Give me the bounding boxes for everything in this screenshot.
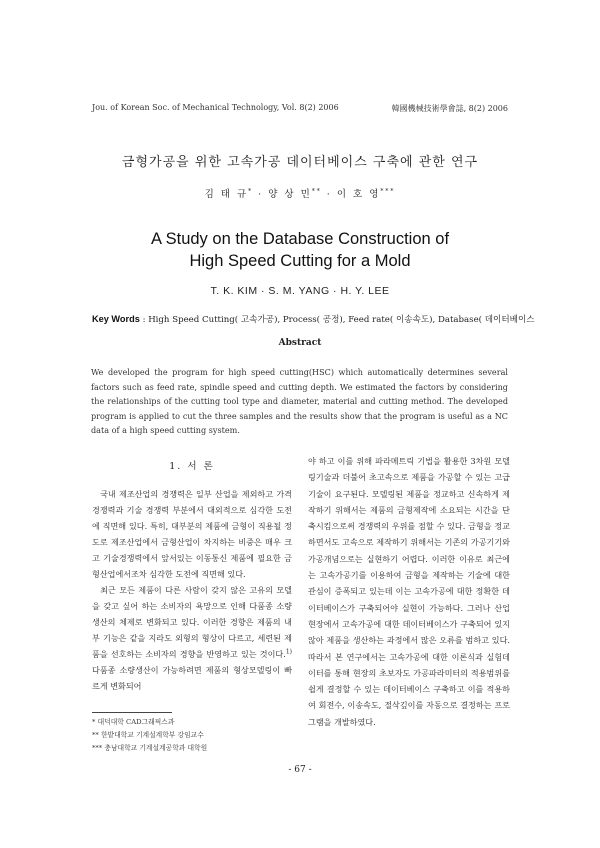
korean-author-name: 김 태 규: [204, 189, 249, 200]
footnote-mark: *: [92, 718, 96, 726]
english-authors: T. K. KIM · S. M. YANG · H. Y. LEE: [210, 285, 390, 297]
footnote: [92, 729, 292, 742]
paragraph-text-end: 다품종 소량생산이 가능하려면 제품의 형상모델링이 빠르게 변화되어: [92, 665, 292, 691]
footnote: [92, 742, 292, 755]
paragraph: 야 하고 이를 위해 파라메트릭 기법을 활용한 3차원 모델링기술과 더불어 초고속으로 제품을 가공할 수 있는 고급기술이 요구된다. 모델링된 제품을 정교하고 신속하게 제작하기 위해서는 제품의 금형제작에 소요되는 시간을 단축시킴으로써 경쟁력의 우위를 점할 수 있다. 금형을 정교하면서도 고속으로 제작하기 위해서는 기존의 가공기기와 가공개념으로는 실현하기 어렵다. 이러한 이유로 최근에는 고속가공기를 이용하여 금형을 제작하는 기술에 대한 관심이 증폭되고 있는데 이는 고속가공에 대한 정확한 데이터베이스가 구축되어야 실현이 가능하다. 그러나 산업현장에서 고속가공에 대한 데이터베이스가 구축되어 있지 않아 제품을 생산하는 과정에서 많은 오류를 범하고 있다. 따라서 본 연구에서는 고속가공에 대한 이론식과 실험데이터를 통해 현장의 초보자도 가공파라미터의 적용범위를 쉽게 결정할 수 있는 데이터베이스 구축하고 이를 적용하여 회전수, 이송속도, 절삭깊이를 자동으로 결정하는 프로그램을 개발하였다.: [308, 456, 510, 727]
footnotes: [92, 716, 292, 755]
english-title-line-1: A Study on the Database Construction of: [150, 230, 450, 248]
english-title: [0, 228, 600, 272]
journal-header-right: 韓國機械技術學會誌, 8(2) 2006: [391, 104, 508, 113]
korean-title: 금형가공을 위한 고속가공 데이터베이스 구축에 관한 연구: [121, 155, 479, 170]
paragraph-text: 최근 모든 제품이 다른 사람이 갖지 않은 고유의 모델을 갖고 싶어 하는 소비자의 욕망으로 인해 다품종 소량생산의 체제로 변화되고 있다. 이러한 경향은 제품의 내부 기능은 같을 지라도 외형의 형상이 다르고, 세련된 제품을 선호하는 소비자의 경향을 반영하고 있는 것이다.: [92, 585, 292, 659]
footnote-text: 충남대학교 기계설계공학과 대학원: [104, 744, 208, 752]
section-title-introduction: 1. 서 론: [169, 461, 215, 472]
korean-authors-names: 김 태 규* · 양 상 민** · 이 호 영***: [204, 187, 396, 200]
footnote: [92, 716, 292, 729]
paragraph: 국내 제조산업의 경쟁력은 일부 산업을 제외하고 가격 경쟁력과 기술 경쟁력 부분에서 대외적으로 심각한 도전에 직면해 있다. 특히, 대부분의 제품에 금형이 직용될 정도로 제조산업에서 금형산업이 차지하는 비중은 매우 크고 기술경쟁력에서 앞서있는 이동통신 제품에 필요한 금형산업에서조차 심각한 도전에 직면해 있다.: [92, 489, 292, 579]
korean-author-name: 이 호 영: [336, 189, 381, 200]
korean-authors: [0, 186, 600, 200]
footnote-text: 대덕대학 CAD그래픽스과: [97, 718, 175, 726]
body-column-left: [92, 486, 292, 694]
footnote-mark: ***: [92, 744, 103, 752]
footnote-text: 한밭대학교 기계설계학부 강임교수: [100, 731, 204, 739]
author-footnote-mark: **: [311, 187, 322, 195]
keywords-label: Key Words: [92, 314, 140, 324]
author-footnote-mark: ***: [380, 187, 396, 195]
abstract-title: Abstract: [278, 338, 322, 348]
page-number: - 67 -: [288, 765, 312, 775]
reference-mark: 1): [285, 648, 292, 656]
body-column-right: [308, 453, 510, 730]
footnote-mark: **: [92, 731, 99, 739]
keywords-text: : High Speed Cutting( 고속가공), Process( 공정), Feed rate( 이송속도), Database( 데이터베이스: [142, 315, 535, 325]
abstract-body: We developed the program for high speed cutting(HSC) which automatically determines several factors such as feed rate, spindle speed and cutting depth. We estimated the factors by considering the relationships of the cutting tool type and diameter, material and cutting method. The developed program is applied to cut the three samples and the results show that the program is useful as a NC data of a high speed cutting system.: [91, 367, 508, 435]
paragraph: [92, 582, 292, 694]
footnote-divider: [92, 712, 172, 713]
journal-header-left: Jou. of Korean Soc. of Mechanical Technology, Vol. 8(2) 2006: [92, 103, 339, 112]
korean-author-name: 양 상 민: [268, 189, 312, 200]
keywords: [92, 313, 535, 325]
author-footnote-mark: *: [248, 187, 254, 195]
english-title-line-2: High Speed Cutting for a Mold: [189, 252, 411, 270]
